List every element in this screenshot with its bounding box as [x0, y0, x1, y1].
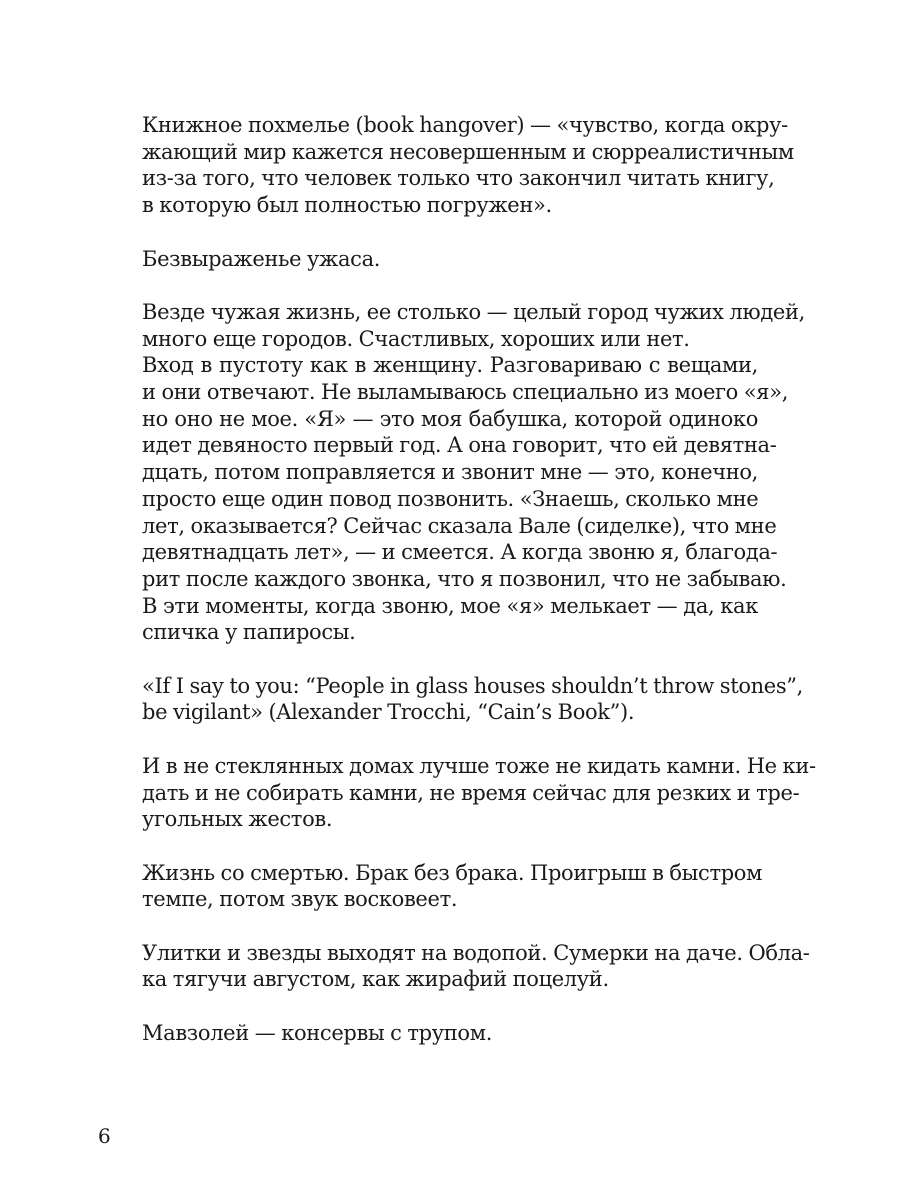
paragraph-strangers-life	[142, 299, 805, 352]
text-line: в которую был полностью погружен».	[142, 193, 552, 218]
text-line: Улитки и звезды выходят на водопой. Сумерки на даче. Обла-	[142, 940, 810, 965]
text-line: жающий мир кажется несовершенным и сюрреалистичным	[142, 139, 794, 164]
text-line: девятнадцать лет», — и смеется. А когда звоню я, благода-	[142, 540, 778, 565]
text-line: но оно не мое. «Я» — это моя бабушка, которой одиноко	[142, 406, 758, 431]
text-line: И в не стеклянных домах лучше тоже не кидать камни. Не ки-	[142, 753, 816, 778]
text-line: Жизнь со смертью. Брак без брака. Проигрыш в быстром	[142, 860, 763, 885]
text-line: много еще городов. Счастливых, хороших или нет.	[142, 326, 690, 351]
text-line: дать и не собирать камни, не время сейчас для резких и тре-	[142, 780, 800, 805]
text-line: Книжное похмелье (book hangover) — «чувство, когда окру-	[142, 113, 788, 137]
text-line: Мавзолей — консервы с трупом.	[142, 1020, 493, 1045]
paragraph-mausoleum	[142, 1020, 758, 1047]
paragraph-snails-and-stars	[142, 940, 810, 993]
paragraph-book-hangover	[142, 112, 794, 219]
paragraph-grandmother	[142, 352, 789, 646]
text-line: из-за того, что человек только что закончил читать книгу,	[142, 166, 775, 191]
text-line: дцать, потом поправляется и звонит мне — это, конечно,	[142, 460, 758, 485]
text-line: ка тягучи августом, как жирафий поцелуй.	[142, 967, 609, 992]
text-line: угольных жестов.	[142, 807, 333, 832]
text-line: идет девяносто первый год. А она говорит, что ей девятна-	[142, 433, 777, 458]
text-line: просто еще один повод позвонить. «Знаешь, сколько мне	[142, 486, 759, 511]
paragraph-glass-houses	[142, 753, 816, 833]
text-line: «If I say to you: “People in glass houses shouldn’t throw stones”,	[142, 673, 804, 698]
text-line: рит после каждого звонка, что я позвонил, что не забываю.	[142, 566, 787, 591]
text-line: и они отвечают. Не выламываюсь специально из моего «я»,	[142, 380, 789, 404]
paragraph-life-with-death	[142, 860, 763, 913]
text-line: Везде чужая жизнь, ее столько — целый город чужих людей,	[142, 299, 805, 324]
text-line: be vigilant» (Alexander Trocchi, “Cain’s Book”).	[142, 700, 635, 725]
page-number: 6	[98, 1124, 111, 1148]
text-line: Вход в пустоту как в женщину. Разговариваю с вещами,	[142, 353, 758, 378]
text-line: темпе, потом звук восковеет.	[142, 887, 458, 912]
text-line: Безвыраженье ужаса.	[142, 246, 381, 271]
text-line: В эти моменты, когда звоню, мое «я» мелькает — да, как	[142, 593, 758, 618]
text-line: лет, оказывается? Сейчас сказала Вале (сиделке), что мне	[142, 513, 777, 538]
paragraph-trocchi-quote	[142, 673, 804, 726]
page-body-text	[142, 112, 816, 1047]
paragraph-horror	[142, 246, 758, 273]
text-line: спичка у папиросы.	[142, 620, 356, 645]
